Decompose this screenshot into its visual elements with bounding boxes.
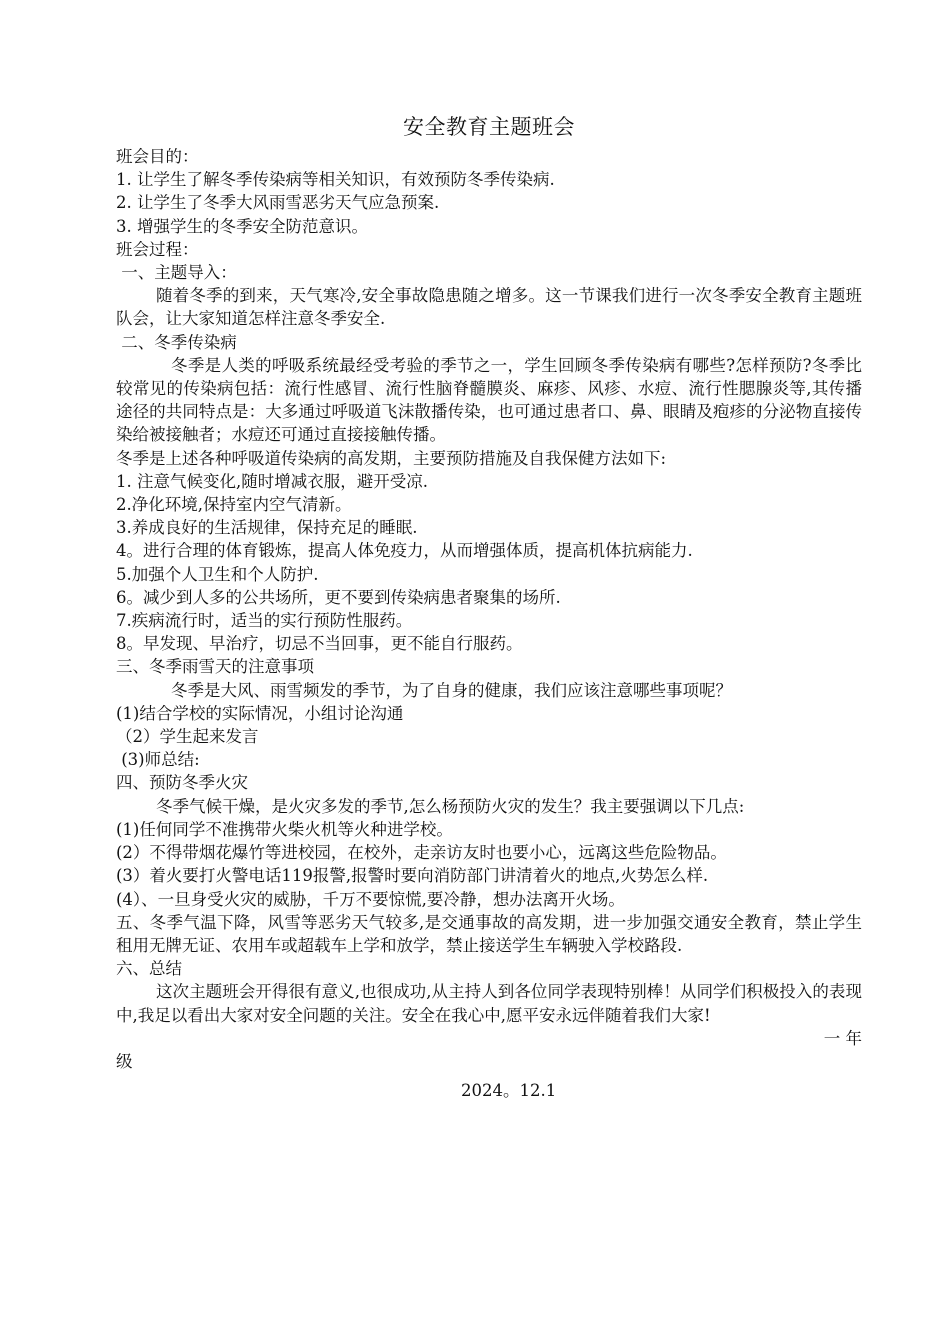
section2-heading: 二、冬季传染病 [116,332,237,352]
section3-heading: 三、冬季雨雪天的注意事项 [116,657,314,677]
section2-item: 7.疾病流行时，适当的实行预防性服药。 [116,611,413,631]
section2-text: 冬季是人类的呼吸系统最经受考验的季节之一，学生回顾冬季传染病有哪些?怎样预防?冬季比较常见的传染病包括：流行性感冒、流行性脑脊髓膜炎、麻疹、风疹、水痘、流行性腮腺炎等,其传播途径的共同特点是：大多通过呼吸道飞沫散播传染，也可通过患者口、鼻、眼睛及疱疹的分泌物直接传染给被接触者；水痘还可通过直接接触传播。 [116,355,862,445]
document-date: 2024。12.1 [461,1081,557,1101]
goal-item: 2. 让学生了冬季大风雨雪恶劣天气应急预案. [116,193,440,213]
document-page [116,112,862,1102]
section5-text: 五、冬季气温下降，风雪等恶劣天气较多,是交通事故的高发期，进一步加强交通安全教育，禁止学生租用无牌无证、农用车或超载车上学和放学，禁止接送学生车辆驶入学校路段. [116,912,862,955]
section2-item: 6。减少到人多的公共场所，更不要到传染病患者聚集的场所. [116,587,561,607]
section6-heading: 六、总结 [116,959,182,979]
section2-item: 3.养成良好的生活规律，保持充足的睡眠. [116,518,418,538]
goal-item: 3. 增强学生的冬季安全防范意识。 [116,216,368,236]
section2-item: 1. 注意气候变化,随时增减衣服，避开受凉. [116,471,428,491]
section2-item: 5.加强个人卫生和个人防护. [116,564,319,584]
section4-heading: 四、预防冬季火灾 [116,773,248,793]
section3-item: （2）学生起来发言 [116,727,259,747]
section2-item: 4。进行合理的体育锻炼，提高人体免疫力，从而增强体质，提高机体抗病能力. [116,541,693,561]
section6-text: 这次主题班会开得很有意义,也很成功,从主持人到各位同学表现特别棒！从同学们积极投入的表现中,我足以看出大家对安全问题的关注。安全在我心中,愿平安永远伴随着我们大家! [116,982,862,1025]
section2-intro: 冬季是上述各种呼吸道传染病的高发期，主要预防措施及自我保健方法如下: [116,448,667,468]
section2-item: 2.净化环境,保持室内空气清新。 [116,495,352,515]
section2-item: 8。早发现、早治疗，切忌不当回事，更不能自行服药。 [116,634,523,654]
section4-text: 冬季气候干燥，是火灾多发的季节,怎么杨预防火灾的发生？我主要强调以下几点: [156,796,745,816]
goal-heading: 班会目的： [116,147,199,166]
section1-heading: 一、主题导入： [116,263,237,283]
process-heading: 班会过程： [116,239,199,259]
section4-item: (1)任何同学不准携带火柴火机等火种进学校。 [116,819,453,839]
section3-text: 冬季是大风、雨雪频发的季节，为了自身的健康，我们应该注意哪些事项呢？ [171,680,732,700]
goal-item: 1. 让学生了解冬季传染病等相关知识，有效预防冬季传染病. [116,170,555,190]
section3-item: (3)师总结: [116,750,200,770]
section1-text: 随着冬季的到来，天气寒冷,安全事故隐患随之增多。这一节课我们进行一次冬季安全教育主题班队会，让大家知道怎样注意冬季安全. [116,286,862,329]
section4-item: (4）、一旦身受火灾的威胁，千万不要惊慌,要冷静，想办法离开火场。 [116,889,625,909]
signature-class: 一 年 [823,1028,862,1048]
signature-class-cont: 级 [116,1051,133,1071]
section4-item: (3）着火要打火警电话119报警,报警时要向消防部门讲清着火的地点,火势怎么样. [116,866,709,886]
section3-item: (1)结合学校的实际情况，小组讨论沟通 [116,703,404,723]
section4-item: (2）不得带烟花爆竹等进校园，在校外，走亲访友时也要小心，远离这些危险物品。 [116,843,727,863]
document-title: 安全教育主题班会 [403,115,575,139]
